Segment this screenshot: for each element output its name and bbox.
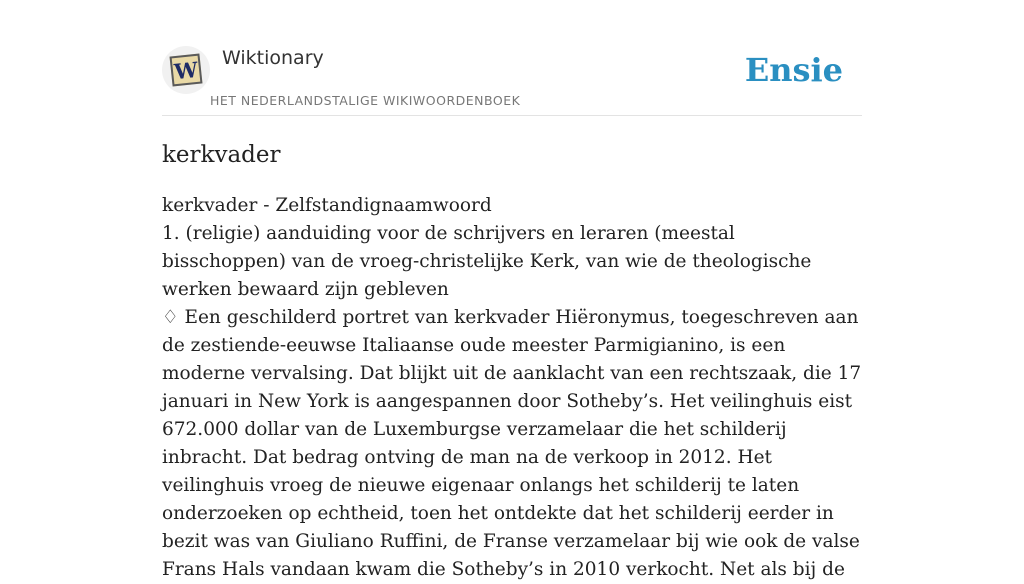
- entry-content: [162, 192, 862, 584]
- entry-definition: 1. (religie) aanduiding voor de schrijvers en leraren (meestal bisschoppen) van de vroeg-christelijke Kerk, van wie de theologische werken bewaard zijn gebleven: [162, 223, 812, 300]
- site-subtitle: HET NEDERLANDSTALIGE WIKIWOORDENBOEK: [210, 93, 521, 108]
- wiktionary-logo-icon[interactable]: [162, 46, 210, 94]
- ensie-brand-logo[interactable]: Ensie: [744, 51, 843, 89]
- page-title: kerkvader: [162, 142, 281, 168]
- entry-heading: kerkvader - Zelfstandignaamwoord: [162, 195, 492, 216]
- site-name[interactable]: Wiktionary: [222, 47, 324, 69]
- logo-tile: W: [170, 54, 203, 87]
- entry-example: ♢ Een geschilderd portret van kerkvader Hiëronymus, toegeschreven aan de zestiende-eeuwse Italiaanse oude meester Parmigianino, is een moderne vervalsing. Dat blijkt uit de aanklacht van een rechtszaak, die 17 januari in New York is aangespannen door Sotheby’s. Het veilinghuis eist 672.000 dollar van de Luxemburgse verzamelaar die het schilderij inbracht. Dat bedrag ontving de man na de verkoop in 2012. Het veilinghuis vroeg de nieuwe eigenaar onlangs het schilderij te laten onderzoeken op echtheid, toen het ontdekte dat het schilderij eerder in bezit was van Giuliano Ruffini, de Franse verzamelaar bij wie ook de valse Frans Hals vandaan kwam die Sotheby’s in 2010 verkocht. Net als bij de: [162, 307, 862, 580]
- site-header: [162, 44, 862, 116]
